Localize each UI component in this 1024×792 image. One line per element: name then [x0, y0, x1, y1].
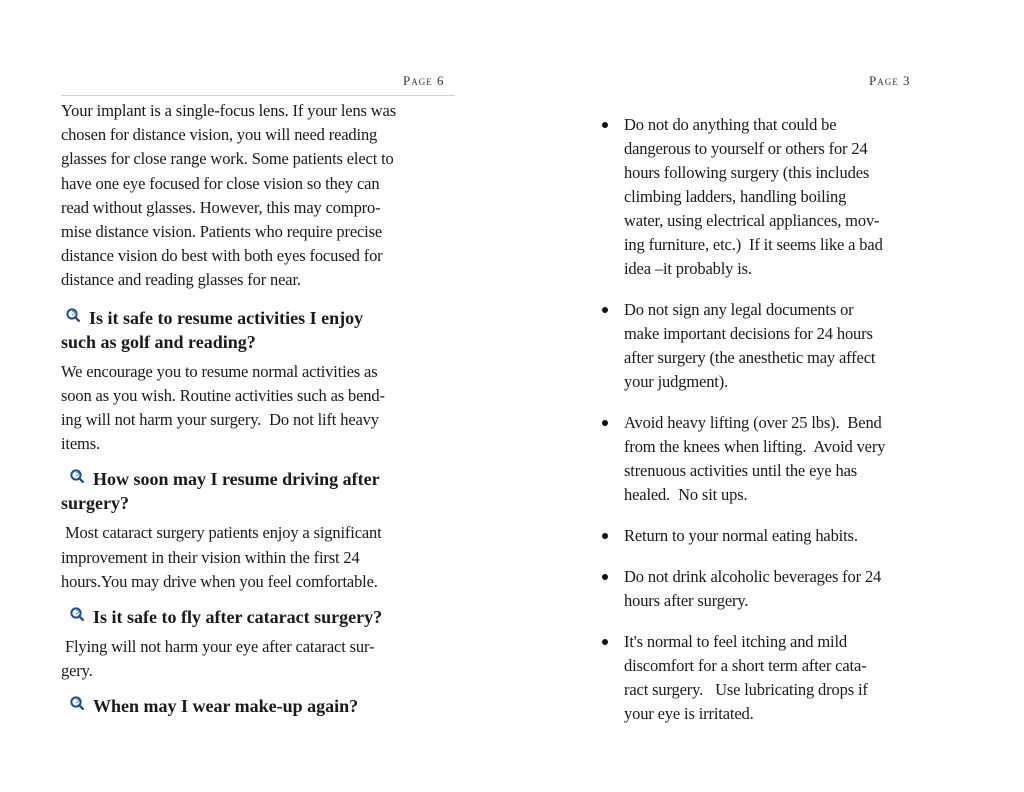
left-page-column — [61, 95, 455, 718]
bullet-dot — [602, 639, 608, 645]
bullet-item — [598, 298, 938, 394]
magnifier-question-icon — [70, 603, 84, 617]
faq-question-line: When may I wear make-up again? — [93, 696, 359, 717]
faq-answer-line: soon as you wish. Routine activities such as bend- — [61, 385, 385, 405]
bullet-line: make important decisions for 24 hours — [624, 324, 873, 343]
faq-answer — [61, 635, 455, 683]
right-page-column — [598, 113, 938, 726]
bullet-line: strenuous activities until the eye has — [624, 461, 858, 480]
faq-question — [61, 692, 455, 718]
bullet-line: Do not drink alcoholic beverages for 24 — [624, 567, 882, 586]
bullet-dot — [602, 533, 608, 539]
bullet-line: from the knees when lifting. Avoid very — [624, 437, 886, 456]
page-label-left: Page 6 — [403, 73, 445, 88]
intro-line: glasses for close range work. Some patients elect to — [61, 149, 394, 169]
faq-question-line: surgery? — [61, 493, 129, 514]
bullet-line: after surgery (the anesthetic may affect — [624, 348, 876, 367]
bullet-line: It's normal to feel itching and mild — [624, 632, 848, 651]
faq-answer-line: Most cataract surgery patients enjoy a significant — [61, 523, 382, 543]
faq-question-line: such as golf and reading? — [61, 331, 256, 352]
bullet-dot — [602, 307, 608, 313]
faq-answer-line: ing will not harm your surgery. Do not lift heavy — [61, 410, 379, 430]
faq-answer — [61, 360, 455, 457]
faq-question-line: How soon may I resume driving after — [93, 469, 380, 490]
faq-answer-line: gery. — [61, 661, 93, 681]
bullet-line: discomfort for a short term after cata- — [624, 656, 867, 675]
intro-line: have one eye focused for close vision so they can — [61, 173, 380, 193]
bullet-item — [598, 113, 938, 281]
bullet-line: hours following surgery (this includes — [624, 163, 870, 182]
faq-answer-line: improvement in their vision within the first 24 — [61, 547, 360, 567]
bullet-line: your judgment). — [624, 372, 729, 391]
faq-question-line: Is it safe to fly after cataract surgery? — [93, 607, 383, 628]
bullet-line: dangerous to yourself or others for 24 — [624, 139, 868, 158]
intro-line: Your implant is a single-focus lens. If your lens was — [61, 101, 396, 120]
faq-question — [61, 603, 455, 629]
bullet-item — [598, 524, 938, 548]
faq-answer-line: We encourage you to resume normal activities as — [61, 361, 378, 381]
faq-answer-line: items. — [61, 434, 100, 454]
bullet-line: Avoid heavy lifting (over 25 lbs). Bend — [624, 413, 882, 432]
bullet-line: healed. No sit ups. — [624, 485, 748, 504]
magnifier-question-icon — [66, 304, 80, 318]
bullet-line: Return to your normal eating habits. — [624, 526, 858, 545]
bullet-item — [598, 630, 938, 726]
faq-answer — [61, 521, 455, 594]
intro-line: distance vision do best with both eyes focused for — [61, 246, 383, 266]
bullet-dot — [602, 122, 608, 128]
bullet-line: Do not sign any legal documents or — [624, 300, 854, 319]
bullet-item — [598, 565, 938, 613]
bullet-line: Do not do anything that could be — [624, 115, 837, 134]
faq-question — [61, 304, 455, 354]
faq-question — [61, 465, 455, 515]
bullet-line: ract surgery. Use lubricating drops if — [624, 680, 868, 699]
intro-line: distance and reading glasses for near. — [61, 270, 301, 290]
faq-answer-line: hours.You may drive when you feel comfortable. — [61, 571, 378, 591]
page-label-right: Page 3 — [869, 73, 911, 88]
bullet-line: climbing ladders, handling boiling — [624, 187, 847, 206]
intro-line: chosen for distance vision, you will need reading — [61, 125, 378, 145]
faq-question-line: Is it safe to resume activities I enjoy — [89, 307, 364, 328]
bullet-dot — [602, 420, 608, 426]
faq-question-row — [61, 692, 455, 718]
intro-line: mise distance vision. Patients who require precise — [61, 222, 383, 242]
faq-answer-line: Flying will not harm your eye after cataract sur- — [61, 637, 375, 657]
bullet-line: idea –it probably is. — [624, 259, 752, 278]
bullet-line: ing furniture, etc.) If it seems like a bad — [624, 235, 883, 254]
intro-paragraph — [61, 99, 455, 293]
bullet-dot — [602, 574, 608, 580]
magnifier-question-icon — [70, 465, 84, 479]
bullet-line: water, using electrical appliances, mov- — [624, 211, 880, 230]
bullet-line: your eye is irritated. — [624, 704, 754, 723]
intro-line: read without glasses. However, this may compro- — [61, 197, 381, 217]
bullet-line: hours after surgery. — [624, 591, 749, 610]
bullet-item — [598, 411, 938, 507]
faq-question-row — [61, 603, 455, 629]
faq-question-row — [61, 465, 455, 491]
faq-question-row — [61, 304, 455, 330]
magnifier-question-icon — [70, 692, 84, 706]
